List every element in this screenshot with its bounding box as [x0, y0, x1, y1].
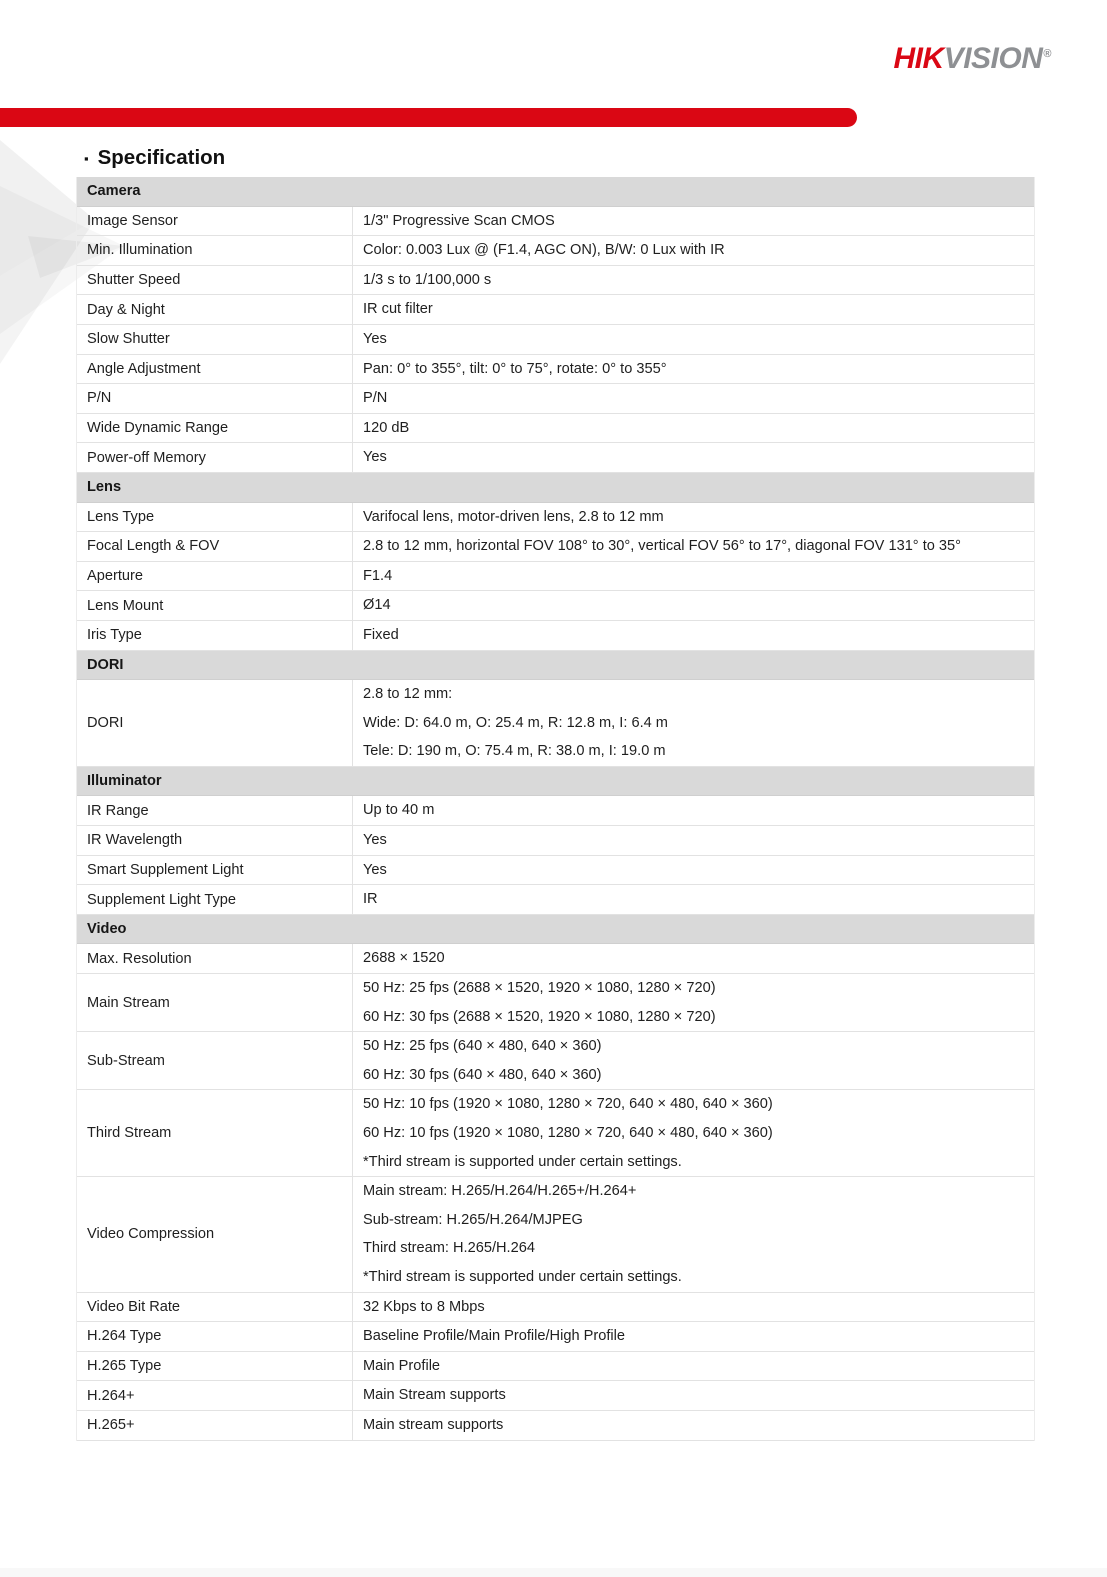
spec-label: Wide Dynamic Range — [77, 414, 353, 443]
page-title-text: Specification — [97, 146, 226, 169]
spec-value-line: Varifocal lens, motor-driven lens, 2.8 to 12 mm — [363, 508, 664, 525]
spec-row — [77, 207, 1034, 237]
section-header-lens: Lens — [77, 473, 1034, 503]
spec-label: Iris Type — [77, 621, 353, 650]
spec-value-line: F1.4 — [363, 567, 393, 584]
spec-value — [353, 621, 1034, 650]
spec-value-line: 2.8 to 12 mm, horizontal FOV 108° to 30°, vertical FOV 56° to 17°, diagonal FOV 131° to 35° — [363, 538, 961, 555]
spec-label: H.264 Type — [77, 1322, 353, 1351]
spec-value-line: Wide: D: 64.0 m, O: 25.4 m, R: 12.8 m, I: 6.4 m — [363, 714, 668, 731]
spec-value-line: *Third stream is supported under certain settings. — [363, 1153, 682, 1170]
spec-value-line: Main Stream supports — [363, 1387, 506, 1404]
spec-row — [77, 826, 1034, 856]
spec-row — [77, 443, 1034, 473]
spec-label: Sub-Stream — [77, 1032, 353, 1089]
spec-value-line: 120 dB — [363, 419, 410, 436]
spec-value — [353, 503, 1034, 532]
spec-value — [353, 532, 1034, 561]
section-header-video: Video — [77, 915, 1034, 945]
spec-value — [353, 236, 1034, 265]
spec-row — [77, 796, 1034, 826]
spec-value-line: Main stream supports — [363, 1416, 504, 1433]
spec-value-line: 60 Hz: 10 fps (1920 × 1080, 1280 × 720, 640 × 480, 640 × 360) — [363, 1125, 773, 1141]
spec-row — [77, 325, 1034, 355]
spec-value — [353, 384, 1034, 413]
spec-row — [77, 1352, 1034, 1382]
spec-label: Lens Mount — [77, 591, 353, 620]
spec-value — [353, 944, 1034, 973]
spec-value-line: Up to 40 m — [363, 802, 435, 819]
spec-label: Aperture — [77, 562, 353, 591]
spec-value — [353, 1177, 1034, 1291]
spec-value — [353, 1352, 1034, 1381]
spec-row — [77, 532, 1034, 562]
spec-row — [77, 384, 1034, 414]
page-bottom-shade — [0, 1568, 1107, 1577]
spec-label: H.265+ — [77, 1411, 353, 1440]
page-title — [84, 146, 225, 170]
spec-row — [77, 974, 1034, 1032]
spec-label: DORI — [77, 680, 353, 766]
spec-value — [353, 826, 1034, 855]
spec-label: Lens Type — [77, 503, 353, 532]
spec-value-line: Ø14 — [363, 597, 391, 614]
spec-row — [77, 1032, 1034, 1090]
spec-value-line: 60 Hz: 30 fps (2688 × 1520, 1920 × 1080, 1280 × 720) — [363, 1008, 716, 1025]
square-bullet-icon: ▪ — [84, 150, 89, 166]
spec-row — [77, 414, 1034, 444]
spec-value — [353, 355, 1034, 384]
spec-row — [77, 503, 1034, 533]
logo-hik-text: HIK — [893, 42, 944, 75]
spec-label: Day & Night — [77, 295, 353, 324]
spec-row — [77, 885, 1034, 915]
spec-value-line: Color: 0.003 Lux @ (F1.4, AGC ON), B/W: 0 Lux with IR — [363, 242, 725, 259]
spec-label: Power-off Memory — [77, 443, 353, 472]
spec-label: H.265 Type — [77, 1352, 353, 1381]
spec-value — [353, 443, 1034, 472]
spec-value-line: 60 Hz: 30 fps (640 × 480, 640 × 360) — [363, 1066, 602, 1083]
spec-value — [353, 295, 1034, 324]
spec-value — [353, 1322, 1034, 1351]
spec-value — [353, 1090, 1034, 1176]
spec-value — [353, 591, 1034, 620]
spec-value-line: 50 Hz: 10 fps (1920 × 1080, 1280 × 720, 640 × 480, 640 × 360) — [363, 1096, 773, 1113]
spec-value-line: Third stream: H.265/H.264 — [363, 1240, 535, 1257]
spec-label: P/N — [77, 384, 353, 413]
spec-value-line: 1/3" Progressive Scan CMOS — [363, 212, 555, 229]
spec-value — [353, 680, 1034, 766]
spec-row — [77, 944, 1034, 974]
spec-row — [77, 856, 1034, 886]
spec-label: H.264+ — [77, 1381, 353, 1410]
spec-value-line: IR cut filter — [363, 301, 433, 318]
spec-value — [353, 414, 1034, 443]
section-header-camera: Camera — [77, 177, 1034, 207]
spec-value-line: 50 Hz: 25 fps (2688 × 1520, 1920 × 1080, 1280 × 720) — [363, 980, 716, 997]
spec-value-line: 1/3 s to 1/100,000 s — [363, 271, 492, 288]
spec-value — [353, 1381, 1034, 1410]
spec-row — [77, 1293, 1034, 1323]
spec-row — [77, 355, 1034, 385]
section-header-illuminator: Illuminator — [77, 767, 1034, 797]
spec-value-line: Yes — [363, 330, 387, 347]
spec-value — [353, 856, 1034, 885]
spec-value — [353, 1032, 1034, 1089]
spec-value — [353, 562, 1034, 591]
spec-value-line: Yes — [363, 861, 387, 878]
spec-value-line: Tele: D: 190 m, O: 75.4 m, R: 38.0 m, I: 19.0 m — [363, 743, 666, 760]
spec-value-line: 2.8 to 12 mm: — [363, 686, 453, 703]
spec-row — [77, 295, 1034, 325]
spec-value-line: Main stream: H.265/H.264/H.265+/H.264+ — [363, 1183, 637, 1200]
spec-label: Main Stream — [77, 974, 353, 1031]
spec-value-line: *Third stream is supported under certain settings. — [363, 1268, 682, 1285]
spec-value-line: Sub-stream: H.265/H.264/MJPEG — [363, 1211, 583, 1228]
spec-value — [353, 266, 1034, 295]
spec-table — [76, 177, 1035, 1441]
spec-value — [353, 1411, 1034, 1440]
spec-label: Slow Shutter — [77, 325, 353, 354]
spec-label: Smart Supplement Light — [77, 856, 353, 885]
spec-value — [353, 974, 1034, 1031]
spec-row — [77, 562, 1034, 592]
logo-vision-text: VISION — [943, 42, 1043, 75]
spec-value-line: Main Profile — [363, 1357, 441, 1374]
spec-value — [353, 885, 1034, 914]
spec-value-line: 50 Hz: 25 fps (640 × 480, 640 × 360) — [363, 1038, 602, 1055]
spec-value-line: Fixed — [363, 626, 399, 643]
registered-mark-icon: ® — [1043, 48, 1051, 60]
spec-label: Video Bit Rate — [77, 1293, 353, 1322]
spec-value — [353, 796, 1034, 825]
spec-row — [77, 266, 1034, 296]
spec-row — [77, 621, 1034, 651]
spec-label: Shutter Speed — [77, 266, 353, 295]
hikvision-logo — [894, 42, 1051, 76]
spec-label: Angle Adjustment — [77, 355, 353, 384]
spec-value-line: 2688 × 1520 — [363, 950, 445, 967]
spec-label: Video Compression — [77, 1177, 353, 1291]
spec-value — [353, 207, 1034, 236]
spec-row — [77, 1381, 1034, 1411]
brand-accent-bar — [0, 108, 857, 127]
spec-value-line: Pan: 0° to 355°, tilt: 0° to 75°, rotate: 0° to 355° — [363, 360, 667, 377]
spec-value-line: IR — [363, 891, 378, 908]
spec-value-line: 32 Kbps to 8 Mbps — [363, 1298, 485, 1315]
spec-label: IR Wavelength — [77, 826, 353, 855]
spec-label: Focal Length & FOV — [77, 532, 353, 561]
spec-label: IR Range — [77, 796, 353, 825]
spec-label: Image Sensor — [77, 207, 353, 236]
spec-row — [77, 1090, 1034, 1177]
spec-row — [77, 1177, 1034, 1292]
spec-row — [77, 1322, 1034, 1352]
spec-value — [353, 325, 1034, 354]
spec-row — [77, 236, 1034, 266]
spec-label: Max. Resolution — [77, 944, 353, 973]
spec-value-line: Yes — [363, 449, 387, 466]
spec-value — [353, 1293, 1034, 1322]
spec-label: Third Stream — [77, 1090, 353, 1176]
spec-row — [77, 1411, 1034, 1441]
section-header-dori: DORI — [77, 651, 1034, 681]
spec-label: Supplement Light Type — [77, 885, 353, 914]
spec-row — [77, 680, 1034, 767]
spec-value-line: Baseline Profile/Main Profile/High Profile — [363, 1328, 625, 1345]
spec-value-line: P/N — [363, 390, 388, 407]
spec-row — [77, 591, 1034, 621]
spec-label: Min. Illumination — [77, 236, 353, 265]
spec-value-line: Yes — [363, 832, 387, 849]
